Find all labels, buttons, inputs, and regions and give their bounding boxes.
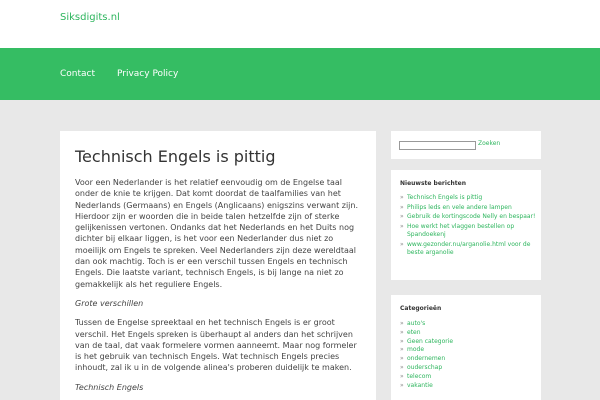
recent-post-link[interactable]: » Hoe werkt het vlaggen bestellen op Spandoekenj <box>400 223 536 239</box>
categories-title: Categorieën <box>400 305 442 312</box>
categories-widget <box>391 295 541 400</box>
category-link[interactable]: » vakantie <box>400 382 536 391</box>
nav-item-privacy-policy[interactable]: Privacy Policy <box>117 69 179 79</box>
category-link[interactable]: » telecom <box>400 373 536 382</box>
category-link[interactable]: » eten <box>400 329 536 338</box>
category-link[interactable]: » mode <box>400 346 536 355</box>
recent-posts-widget <box>391 170 541 280</box>
site-title-link[interactable]: Siksdigits.nl <box>60 12 120 23</box>
recent-post-link[interactable]: » www.gezonder.nu/arganolie.html voor de beste arganolie <box>400 241 536 257</box>
recent-posts-title: Nieuwste berichten <box>400 180 466 187</box>
search-input[interactable] <box>399 141 476 150</box>
post-paragraph: Tussen de Engelse spreektaal en het technisch Engels is er groot verschil. Het Engels spreken is überhaupt al anders dan het schrijven van de taal, dat vaak formelere vormen aanneemt. Maar nog formeler is het gebruik van technisch Engels. Wat technisch Engels precies inhoudt, zal ik u in de volgende alinea's proberen duidelijk te maken. <box>75 318 357 373</box>
search-button[interactable]: Zoeken <box>478 140 501 147</box>
post-subheading: Technisch Engels <box>75 382 144 392</box>
category-link[interactable]: » Geen categorie <box>400 338 536 347</box>
main-navigation <box>0 48 600 100</box>
post-paragraph: Voor een Nederlander is het relatief eenvoudig om de Engelse taal onder de knie te krijgen. Dat komt doordat de taalfamilies van het Nederlands (Germaans) en Engels (Anglicaans) enigszins verwant zijn. Hierdoor zijn er woorden die in beide talen hetzelfde zijn of sterke gelijkenissen vertonen. Ondanks dat het Nederlands en het Duits nog dichter bij elkaar liggen, is het voor een Nederlander dus niet zo moeilijk om Engels te spreken. Veel Nederlanders zijn deze wereldtaal dan ook machtig. Toch is er een verschil tussen Engels en technisch Engels. Die laatste variant, technisch Engels, is bij lange na niet zo gemakkelijk als het reguliere Engels. <box>75 178 359 289</box>
recent-post-link[interactable]: » Technisch Engels is pittig <box>400 194 536 202</box>
nav-item-contact[interactable]: Contact <box>60 69 96 79</box>
post-article <box>60 131 376 400</box>
post-subheading: Grote verschillen <box>75 298 144 308</box>
search-widget <box>391 131 541 159</box>
categories-list <box>400 320 536 390</box>
post-title: Technisch Engels is pittig <box>75 147 276 166</box>
category-link[interactable]: » auto's <box>400 320 536 329</box>
site-header <box>0 0 600 48</box>
category-link[interactable]: » ondernemen <box>400 355 536 364</box>
recent-posts-list <box>400 194 536 259</box>
post-content <box>75 177 363 400</box>
recent-post-link[interactable]: » Gebruik de kortingscode Nelly en bespaar! <box>400 213 536 221</box>
category-link[interactable]: » ouderschap <box>400 364 536 373</box>
recent-post-link[interactable]: » Philips leds en vele andere lampen <box>400 204 536 212</box>
